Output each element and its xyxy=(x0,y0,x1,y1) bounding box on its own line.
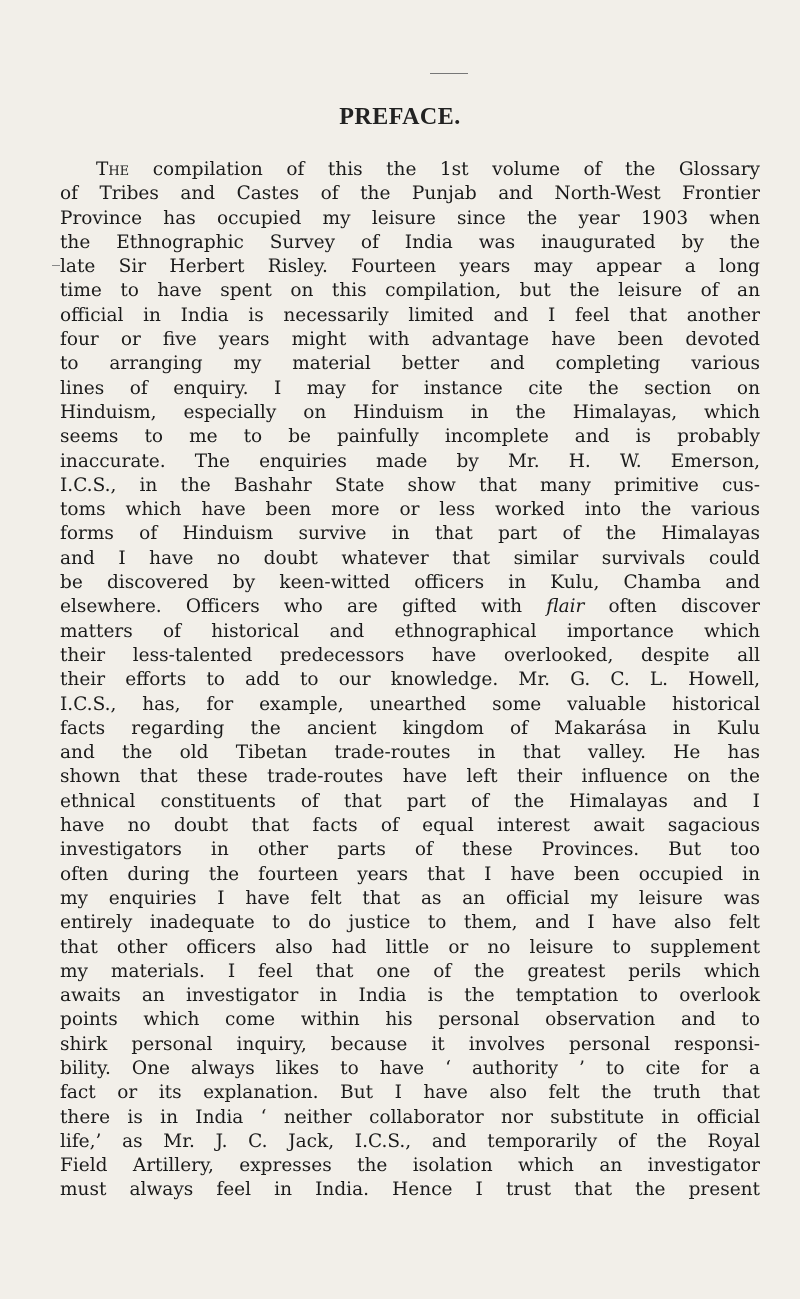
text-line: awaits an investigator in India is the temptation to overlook xyxy=(60,985,760,1007)
top-rule xyxy=(430,73,468,74)
text-line: Hinduism, especially on Hinduism in the Himalayas, which xyxy=(60,401,760,423)
preface-body xyxy=(60,158,760,1203)
text-line: that other officers also had little or no leisure to supplement xyxy=(60,936,760,958)
first-line-text: compilation of this the 1st volume of the Glossary xyxy=(152,159,760,180)
text-line: there is in India ‘ neither collaborator nor substitute in official xyxy=(60,1106,760,1128)
text-line: inaccurate. The enquiries made by Mr. H. W. Emerson, xyxy=(60,450,760,472)
text-line: shown that these trade-routes have left their influence on the xyxy=(60,766,760,788)
text-line: investigators in other parts of these Provinces. But too xyxy=(60,839,760,861)
text-line: their less-talented predecessors have overlooked, despite all xyxy=(60,644,760,666)
text-line: Province has occupied my leisure since the year 1903 when xyxy=(60,207,760,229)
text-line: facts regarding the ancient kingdom of Makarása in Kulu xyxy=(60,717,760,739)
text-line: elsewhere. Officers who are gifted with flair often discover xyxy=(60,596,760,618)
text-line: shirk personal inquiry, because it involves personal responsi- xyxy=(60,1033,760,1055)
text-line: seems to me to be painfully incomplete and is probably xyxy=(60,426,760,448)
text-line: points which come within his personal observation and to xyxy=(60,1009,760,1031)
text-line: four or five years might with advantage have been devoted xyxy=(60,329,760,351)
text-line: have no doubt that facts of equal interest await sagacious xyxy=(60,815,760,837)
text-line: time to have spent on this compilation, but the leisure of an xyxy=(60,280,760,302)
text-line: forms of Hinduism survive in that part of the Himalayas xyxy=(60,523,760,545)
text-line: their efforts to add to our knowledge. Mr. G. C. L. Howell, xyxy=(60,669,760,691)
text-line: I.C.S., in the Bashahr State show that many primitive cus- xyxy=(60,474,760,496)
text-line: entirely inadequate to do justice to them, and I have also felt xyxy=(60,912,760,934)
text-line: must always feel in India. Hence I trust that the present xyxy=(60,1179,760,1201)
text-line: bility. One always likes to have ‘ authority ’ to cite for a xyxy=(60,1057,760,1079)
text-line: matters of historical and ethnographical importance which xyxy=(60,620,760,642)
text-line: to arranging my material better and completing various xyxy=(60,353,760,375)
text-line: life,’ as Mr. J. C. Jack, I.C.S., and temporarily of the Royal xyxy=(60,1130,760,1152)
text-line: official in India is necessarily limited and I feel that another xyxy=(60,304,760,326)
text-line: lines of enquiry. I may for instance cite the section on xyxy=(60,377,760,399)
page-title: PREFACE. xyxy=(339,104,461,130)
text-line: toms which have been more or less worked into the various xyxy=(60,499,760,521)
italic-word: flair xyxy=(546,596,585,618)
text-line: often during the fourteen years that I have been occupied in xyxy=(60,863,760,885)
text-line: my enquiries I have felt that as an official my leisure was xyxy=(60,887,760,909)
text-line: and I have no doubt whatever that similar survivals could xyxy=(60,547,760,569)
first-word: The xyxy=(96,159,130,180)
text-line: and the old Tibetan trade-routes in that valley. He has xyxy=(60,742,760,764)
text-line-1 xyxy=(60,158,760,182)
text-line: Field Artillery, expresses the isolation which an investigator xyxy=(60,1155,760,1177)
text-line: fact or its explanation. But I have also felt the truth that xyxy=(60,1082,760,1104)
text-line: my materials. I feel that one of the greatest perils which xyxy=(60,960,760,982)
text-line: ethnical constituents of that part of the Himalayas and I xyxy=(60,790,760,812)
text-line: the Ethnographic Survey of India was inaugurated by the xyxy=(60,231,760,253)
text-line: be discovered by keen-witted officers in Kulu, Chamba and xyxy=(60,572,760,594)
text-line: late Sir Herbert Risley. Fourteen years may appear a long xyxy=(60,256,760,278)
margin-mark xyxy=(52,265,60,266)
text-line: I.C.S., has, for example, unearthed some valuable historical xyxy=(60,693,760,715)
text-line: of Tribes and Castes of the Punjab and North-West Frontier xyxy=(60,183,760,205)
